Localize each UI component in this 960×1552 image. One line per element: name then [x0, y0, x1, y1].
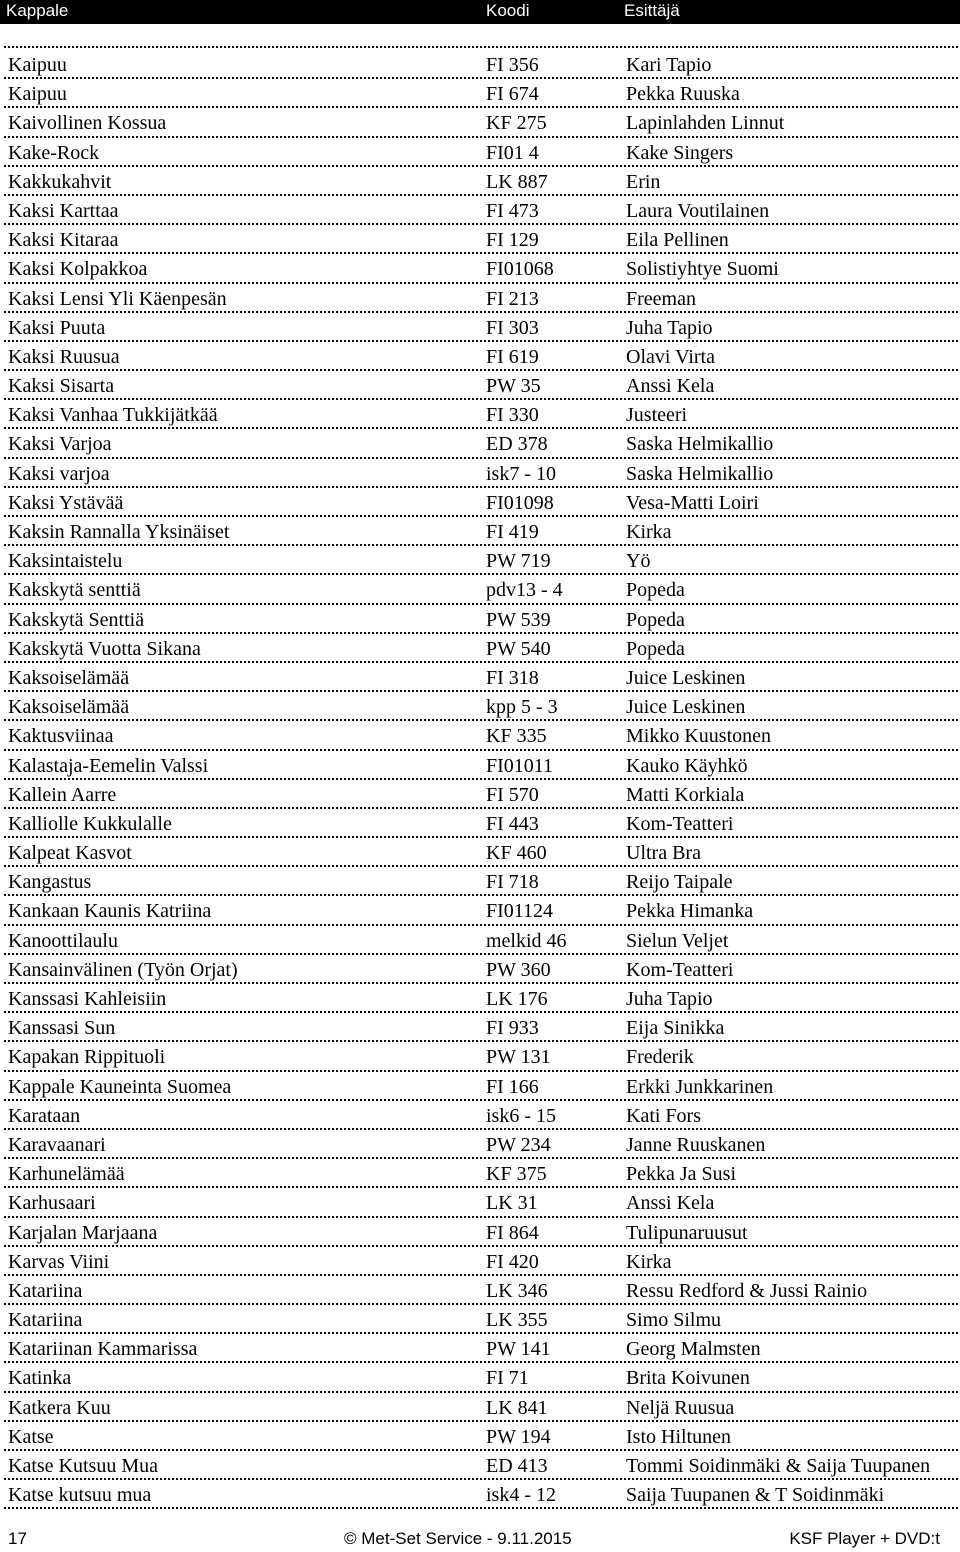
- table-row: [4, 1363, 958, 1392]
- song-artist: Solistiyhtye Suomi: [626, 258, 779, 281]
- song-artist: Kom-Teatteri: [626, 812, 734, 835]
- song-code: LK 346: [486, 1279, 548, 1302]
- song-title: Kaksi varjoa: [8, 462, 110, 485]
- table-row: [4, 1188, 958, 1217]
- song-title: Kaksi Ruusua: [8, 345, 120, 368]
- song-code: LK 887: [486, 170, 548, 193]
- table-row: [4, 546, 958, 575]
- song-code: PW 141: [486, 1338, 551, 1361]
- song-artist: Lapinlahden Linnut: [626, 112, 785, 135]
- song-artist: Kati Fors: [626, 1104, 701, 1127]
- song-code: PW 540: [486, 637, 551, 660]
- table-row: [4, 1072, 958, 1101]
- song-title: Kakskytä Vuotta Sikana: [8, 637, 201, 660]
- song-code: FI 166: [486, 1075, 539, 1098]
- song-artist: Juha Tapio: [626, 316, 713, 339]
- song-code: KF 375: [486, 1163, 547, 1186]
- page-number: 17: [8, 1529, 27, 1548]
- song-artist: Pekka Ruuska: [626, 83, 740, 106]
- song-artist: Ressu Redford & Jussi Rainio: [626, 1279, 868, 1302]
- table-row: [4, 167, 958, 196]
- table-row: [4, 896, 958, 925]
- table-row: [4, 634, 958, 663]
- song-title: Kake-Rock: [8, 141, 100, 164]
- song-code: FI 356: [486, 54, 539, 76]
- table-row: [4, 517, 958, 546]
- song-artist: Isto Hiltunen: [626, 1425, 731, 1448]
- song-artist: Laura Voutilainen: [626, 199, 770, 222]
- table-row: [4, 488, 958, 517]
- column-header-bar: [0, 0, 960, 24]
- table-row: [4, 1334, 958, 1363]
- song-title: Katse kutsuu mua: [8, 1484, 152, 1507]
- table-row: [4, 108, 958, 137]
- table-row: [4, 225, 958, 254]
- table-row: [4, 809, 958, 838]
- song-title: Kaksi Kolpakkoa: [8, 258, 148, 281]
- table-row: [4, 1305, 958, 1334]
- song-artist: Ultra Bra: [626, 842, 701, 865]
- song-code: KF 275: [486, 112, 547, 135]
- song-code: FI 420: [486, 1250, 539, 1273]
- song-title: Kalliolle Kukkulalle: [8, 812, 172, 835]
- song-title: Kaksi Sisarta: [8, 375, 115, 398]
- song-title: Kakskytä senttiä: [8, 579, 141, 602]
- song-artist: Simo Silmu: [626, 1309, 722, 1332]
- table-row: [4, 1013, 958, 1042]
- song-artist: Popeda: [626, 579, 685, 602]
- song-code: FI 318: [486, 666, 539, 689]
- song-code: isk7 - 10: [486, 462, 556, 485]
- song-artist: Olavi Virta: [626, 345, 715, 368]
- song-title: Kaksi Puuta: [8, 316, 106, 339]
- song-title: Karavaanari: [8, 1133, 106, 1156]
- song-artist: Anssi Kela: [626, 375, 715, 398]
- song-artist: Pekka Himanka: [626, 900, 754, 923]
- table-row: [4, 284, 958, 313]
- song-artist: Pekka Ja Susi: [626, 1163, 736, 1186]
- song-code: FI 570: [486, 783, 539, 806]
- song-title: Kallein Aarre: [8, 783, 117, 806]
- song-artist: Justeeri: [626, 404, 688, 427]
- song-code: FI 718: [486, 871, 539, 894]
- song-artist: Yö: [626, 550, 651, 573]
- table-row: [4, 605, 958, 634]
- song-code: FI 674: [486, 83, 539, 106]
- song-code: FI 443: [486, 812, 539, 835]
- table-row: [4, 196, 958, 225]
- song-artist: Mikko Kuustonen: [626, 725, 771, 748]
- table-row: [4, 1480, 958, 1509]
- song-title: Karvas Viini: [8, 1250, 110, 1273]
- song-code: isk6 - 15: [486, 1104, 556, 1127]
- song-title: Kaksi Ystävää: [8, 491, 124, 514]
- song-artist: Tommi Soidinmäki & Saija Tuupanen: [626, 1455, 931, 1477]
- song-code: PW 539: [486, 608, 551, 631]
- table-row: [4, 1393, 958, 1422]
- table-row: [4, 400, 958, 429]
- top-divider: [4, 46, 958, 48]
- table-row: [4, 867, 958, 896]
- song-title: Katinka: [8, 1367, 72, 1390]
- song-title: Kaktusviinaa: [8, 725, 114, 748]
- song-code: ED 413: [486, 1455, 548, 1477]
- song-title: Kaksintaistelu: [8, 550, 123, 573]
- song-code: pdv13 - 4: [486, 579, 563, 602]
- table-row: [4, 692, 958, 721]
- song-code: FI 419: [486, 521, 539, 543]
- song-title: Kakskytä Senttiä: [8, 608, 145, 631]
- song-code: FI 71: [486, 1367, 529, 1390]
- table-row: [4, 1042, 958, 1071]
- song-artist: Juice Leskinen: [626, 666, 746, 689]
- song-code: isk4 - 12: [486, 1484, 556, 1507]
- song-artist: Saska Helmikallio: [626, 462, 774, 485]
- copyright-text: © Met-Set Service - 9.11.2015: [344, 1529, 572, 1548]
- song-artist: Brita Koivunen: [626, 1367, 750, 1390]
- song-artist: Saija Tuupanen & T Soidinmäki: [626, 1484, 885, 1507]
- page-footer: [0, 1528, 960, 1552]
- song-code: KF 335: [486, 725, 547, 748]
- song-title: Kanssasi Sun: [8, 1017, 116, 1040]
- song-artist: Erkki Junkkarinen: [626, 1075, 774, 1098]
- song-code: kpp 5 - 3: [486, 696, 558, 719]
- song-code: PW 360: [486, 958, 551, 981]
- song-artist: Kake Singers: [626, 141, 734, 164]
- song-artist: Frederik: [626, 1046, 694, 1069]
- song-title: Kaksin Rannalla Yksinäiset: [8, 521, 230, 543]
- table-row: [4, 575, 958, 604]
- song-title: Kapakan Rippituoli: [8, 1046, 166, 1069]
- song-artist: Matti Korkiala: [626, 783, 745, 806]
- table-row: [4, 459, 958, 488]
- song-title: Kaksoiselämää: [8, 696, 130, 719]
- table-row: [4, 926, 958, 955]
- song-title: Katariina: [8, 1279, 83, 1302]
- song-title: Kaksi Karttaa: [8, 199, 119, 222]
- column-header-title: Kappale: [6, 1, 69, 20]
- song-title: Katse Kutsuu Mua: [8, 1455, 158, 1477]
- table-row: [4, 751, 958, 780]
- table-row: [4, 313, 958, 342]
- song-title: Kalpeat Kasvot: [8, 842, 132, 865]
- song-code: FI 864: [486, 1221, 539, 1244]
- song-title: Kaivollinen Kossua: [8, 112, 167, 135]
- song-code: PW 194: [486, 1425, 551, 1448]
- table-row: [4, 371, 958, 400]
- song-code: FI 129: [486, 229, 539, 252]
- song-code: FI 303: [486, 316, 539, 339]
- table-row: [4, 1451, 958, 1480]
- song-title: Kanoottilaulu: [8, 929, 118, 952]
- song-artist: Saska Helmikallio: [626, 433, 774, 456]
- table-row: [4, 1130, 958, 1159]
- song-artist: Erin: [626, 170, 661, 193]
- song-code: LK 31: [486, 1192, 538, 1215]
- song-code: PW 131: [486, 1046, 551, 1069]
- song-title: Katse: [8, 1425, 54, 1448]
- song-title: Kangastus: [8, 871, 92, 894]
- song-code: LK 355: [486, 1309, 548, 1332]
- song-artist: Georg Malmsten: [626, 1338, 761, 1361]
- table-row: [4, 1159, 958, 1188]
- song-title: Kankaan Kaunis Katriina: [8, 900, 212, 923]
- song-artist: Vesa-Matti Loiri: [626, 491, 759, 514]
- song-title: Kaipuu: [8, 54, 67, 76]
- table-row: [4, 342, 958, 371]
- song-artist: Kom-Teatteri: [626, 958, 734, 981]
- song-code: FI 213: [486, 287, 539, 310]
- song-artist: Reijo Taipale: [626, 871, 733, 894]
- song-code: FI 330: [486, 404, 539, 427]
- table-row: [4, 1247, 958, 1276]
- song-title: Kaksi Lensi Yli Käenpesän: [8, 287, 227, 310]
- song-title: Kalastaja-Eemelin Valssi: [8, 754, 209, 777]
- table-row: [4, 663, 958, 692]
- table-row: [4, 780, 958, 809]
- song-title: Katkera Kuu: [8, 1396, 111, 1419]
- song-title: Kakkukahvit: [8, 170, 112, 193]
- song-code: PW 35: [486, 375, 541, 398]
- song-title: Kaksoiselämää: [8, 666, 130, 689]
- song-artist: Tulipunaruusut: [626, 1221, 748, 1244]
- table-row: [4, 1218, 958, 1247]
- song-title: Kaksi Kitaraa: [8, 229, 119, 252]
- column-header-code: Koodi: [486, 1, 530, 20]
- song-artist: Kauko Käyhkö: [626, 754, 748, 777]
- song-title: Kanssasi Kahleisiin: [8, 988, 167, 1010]
- song-artist: Anssi Kela: [626, 1192, 715, 1215]
- song-code: ED 378: [486, 433, 548, 456]
- song-title: Karhunelämää: [8, 1163, 125, 1186]
- table-row: [4, 984, 958, 1013]
- song-code: LK 841: [486, 1396, 548, 1419]
- catalog-name: KSF Player + DVD:t: [789, 1529, 940, 1548]
- table-row: [4, 429, 958, 458]
- table-row: [4, 1101, 958, 1130]
- song-code: FI01124: [486, 900, 554, 923]
- song-code: FI01011: [486, 754, 554, 777]
- table-row: [4, 79, 958, 108]
- song-artist: Kari Tapio: [626, 54, 712, 76]
- song-artist: Kirka: [626, 521, 672, 543]
- song-artist: Sielun Veljet: [626, 929, 729, 952]
- song-artist: Popeda: [626, 608, 685, 631]
- song-code: FI01 4: [486, 141, 539, 164]
- song-title: Karataan: [8, 1104, 81, 1127]
- song-artist: Janne Ruuskanen: [626, 1133, 766, 1156]
- song-artist: Eija Sinikka: [626, 1017, 725, 1040]
- song-title: Kaipuu: [8, 83, 67, 106]
- song-code: FI01068: [486, 258, 554, 281]
- table-row: [4, 955, 958, 984]
- song-code: FI 473: [486, 199, 539, 222]
- song-artist: Freeman: [626, 287, 696, 310]
- song-code: melkid 46: [486, 929, 567, 952]
- song-code: FI 933: [486, 1017, 539, 1040]
- song-artist: Juha Tapio: [626, 988, 713, 1010]
- song-list: [0, 50, 960, 1509]
- song-code: LK 176: [486, 988, 548, 1010]
- song-code: KF 460: [486, 842, 547, 865]
- song-code: FI 619: [486, 345, 539, 368]
- column-header-artist: Esittäjä: [624, 1, 680, 20]
- song-title: Kappale Kauneinta Suomea: [8, 1075, 232, 1098]
- song-artist: Popeda: [626, 637, 685, 660]
- table-row: [4, 838, 958, 867]
- song-title: Kansainvälinen (Työn Orjat): [8, 958, 238, 981]
- table-row: [4, 1276, 958, 1305]
- table-row: [4, 138, 958, 167]
- table-row: [4, 1422, 958, 1451]
- table-row: [4, 721, 958, 750]
- song-title: Karjalan Marjaana: [8, 1221, 158, 1244]
- table-row: [4, 50, 958, 79]
- song-artist: Neljä Ruusua: [626, 1396, 735, 1419]
- song-artist: Kirka: [626, 1250, 672, 1273]
- song-title: Kaksi Varjoa: [8, 433, 112, 456]
- song-artist: Eila Pellinen: [626, 229, 729, 252]
- song-title: Kaksi Vanhaa Tukkijätkää: [8, 404, 218, 427]
- song-code: PW 719: [486, 550, 551, 573]
- song-code: PW 234: [486, 1133, 551, 1156]
- song-artist: Juice Leskinen: [626, 696, 746, 719]
- song-code: FI01098: [486, 491, 554, 514]
- song-title: Katariina: [8, 1309, 83, 1332]
- song-title: Katariinan Kammarissa: [8, 1338, 198, 1361]
- song-title: Karhusaari: [8, 1192, 96, 1215]
- table-row: [4, 254, 958, 283]
